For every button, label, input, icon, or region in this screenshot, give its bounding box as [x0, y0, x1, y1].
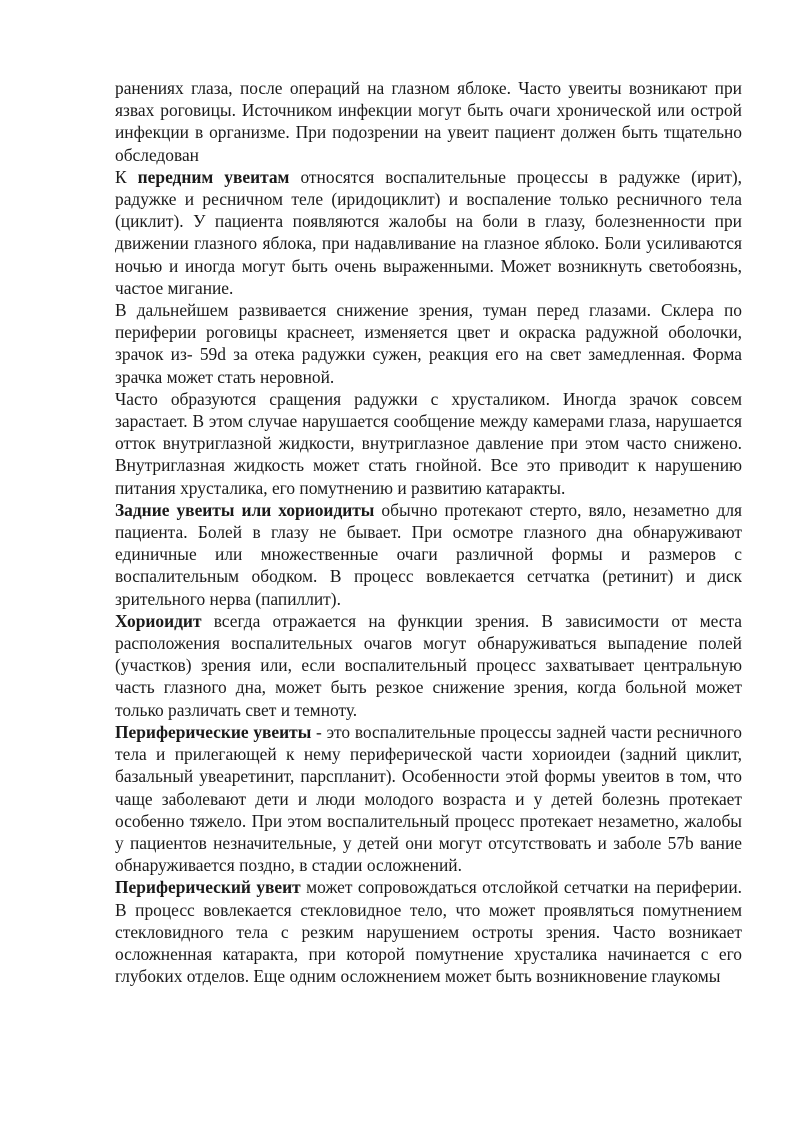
- paragraph-6: [115, 610, 742, 721]
- paragraph-5: [115, 499, 742, 610]
- paragraph-prefix: К: [115, 166, 138, 187]
- paragraph-text: ранениях глаза, после операций на глазном яблоке. Часто увеиты возникают при язвах роговицы. Источником инфекции могут быть очаги хронической или острой инфекции в организме. При подозрении на увеит пациент должен быть тщательно обследован: [115, 78, 742, 165]
- term-peripheral-uveitis: Периферические увеиты: [115, 721, 312, 742]
- paragraph-1: [115, 77, 742, 166]
- paragraph-text: В дальнейшем развивается снижение зрения, туман перед глазами. Склера по периферии роговицы краснеет, изменяется цвет и окраска радужной оболочки, зрачок из- 59d за отека радужки сужен, реакция его на свет замедленная. Форма зрачка может стать неровной.: [115, 300, 742, 387]
- paragraph-8: [115, 876, 742, 987]
- paragraph-text: относятся воспалительные процессы в радужке (ирит), радужке и ресничном теле (иридоциклит) и воспаление только ресничного тела (циклит). У пациента появляются жалобы на боли в глазу, болезненности при движении глазного яблока, при надавливание на глазное яблоко. Боли усиливаются ночью и иногда могут быть очень выраженными. Может возникнуть светобоязнь, частое мигание.: [115, 166, 742, 298]
- term-peripheral-uveitis-singular: Периферический увеит: [115, 877, 301, 898]
- paragraph-3: [115, 299, 742, 388]
- paragraph-text: обычно протекают стерто, вяло, незаметно для пациента. Болей в глазу не бывает. При осмотре глазного дна обнаруживают единичные или множественные очаги различной формы и размеров с воспалительным ободком. В процесс вовлекается сетчатка (ретинит) и диск зрительного нерва (папиллит).: [115, 499, 742, 609]
- paragraph-4: [115, 388, 742, 499]
- paragraph-text: - это воспалительные процессы задней части ресничного тела и прилегающей к нему периферической части хориоидеи (задний циклит, базальный увеаретинит, парспланит). Особенности этой формы увеитов в том, что чаще заболевают дети и люди молодого возраста и у детей болезнь протекает особенно тяжело. При этом воспалительный процесс протекает незаметно, жалобы у пациентов незначительные, у детей они могут отсутствовать и заболе 57b вание обнаруживается поздно, в стадии осложнений.: [115, 721, 742, 876]
- term-posterior-uveitis: Задние увеиты или хориоидиты: [115, 499, 375, 520]
- term-anterior-uveitis: передним увеитам: [137, 166, 290, 187]
- paragraph-text: может сопровождаться отслойкой сетчатки на периферии. В процесс вовлекается стекловидное тело, что может проявляться помутнением стекловидного тела с резким нарушением остроты зрения. Часто возникает осложненная катаракта, при которой помутнение хрусталика начинается с его глубоких отделов. Еще одним осложнением может быть возникновение глаукомы: [115, 877, 742, 987]
- paragraph-7: [115, 721, 742, 876]
- paragraph-text: Часто образуются сращения радужки с хрусталиком. Иногда зрачок совсем зарастает. В этом случае нарушается сообщение между камерами глаза, нарушается отток внутриглазной жидкости, внутриглазное давление при этом часто снижено. Внутриглазная жидкость может стать гнойной. Все это приводит к нарушению питания хрусталика, его помутнению и развитию катаракты.: [115, 388, 742, 498]
- paragraph-2: [115, 166, 742, 299]
- document-page: [115, 77, 742, 987]
- term-choroiditis: Хориоидит: [115, 610, 202, 631]
- paragraph-text: всегда отражается на функции зрения. В зависимости от места расположения воспалительных очагов могут обнаруживаться выпадение полей (участков) зрения или, если воспалительный процесс захватывает центральную часть глазного дна, может быть резкое снижение зрения, когда больной может только различать свет и темноту.: [115, 610, 742, 720]
